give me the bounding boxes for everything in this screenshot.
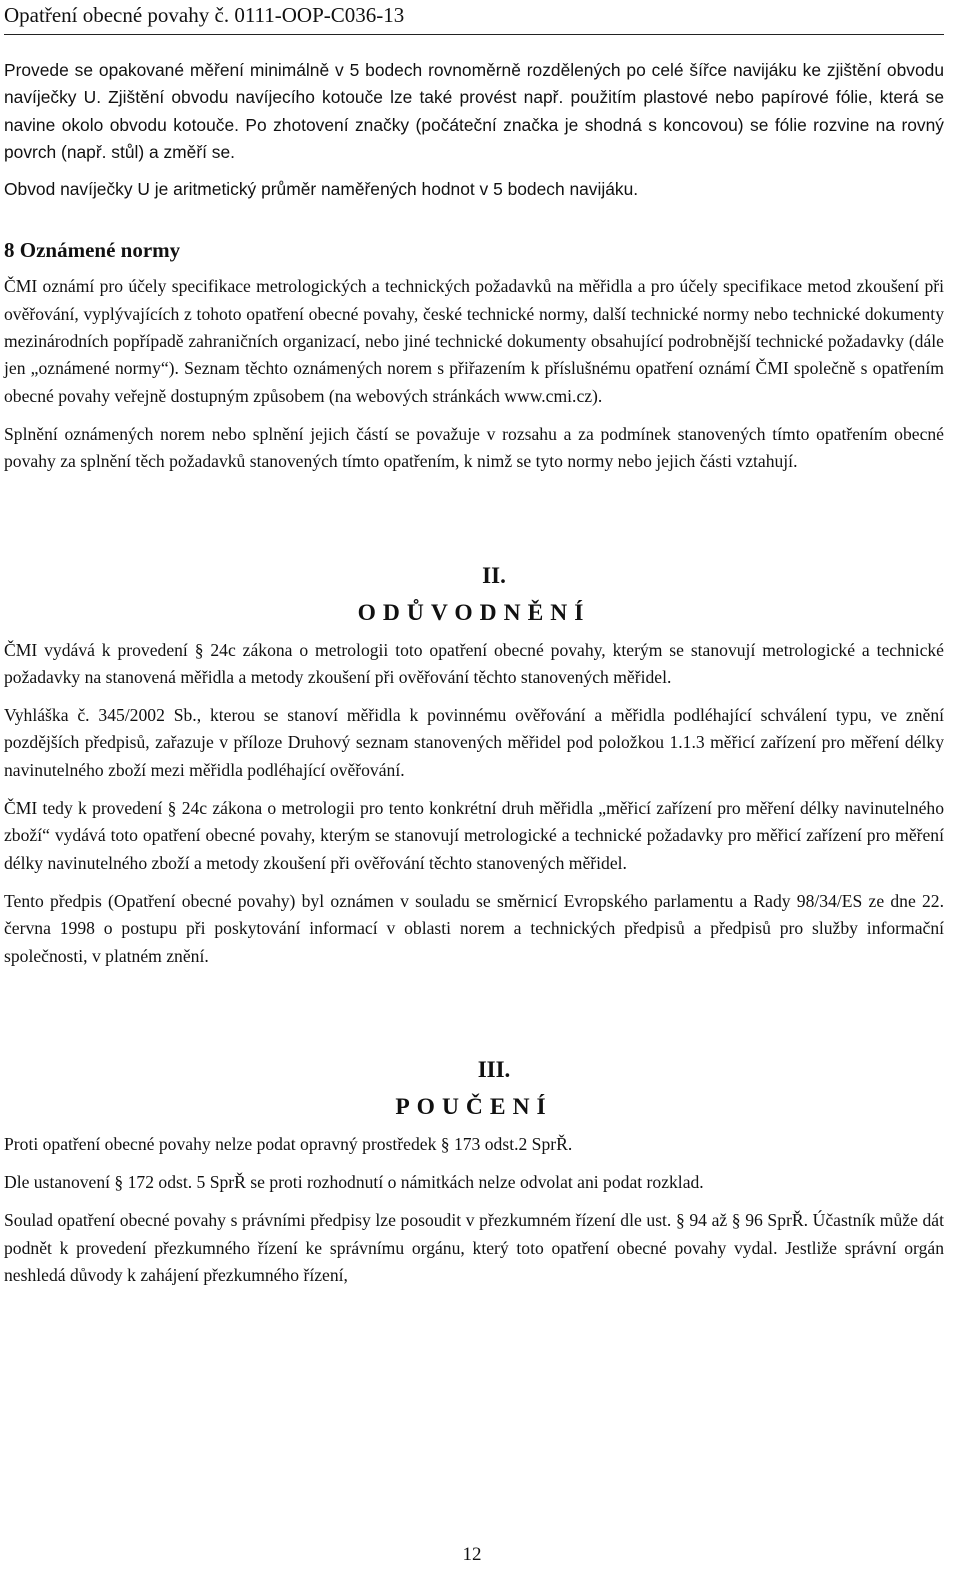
circumference-paragraph: Obvod navíječky U je aritmetický průměr naměřených hodnot v 5 bodech navijáku. [4, 179, 639, 200]
section-3-paragraph-3: Soulad opatření obecné povahy s právními předpisy lze posoudit v přezkumném řízení dle ust. § 94 až § 96 SprŘ. Účastník může dát podnět k provedení přezkumného řízení ke správnímu orgánu, který toto opatření obecné povahy vydal. Jestliže správní orgán neshledá důvody k zahájení přezkumného řízení, [4, 1210, 944, 1286]
section-3 [4, 1056, 944, 1289]
section-2-paragraph-1: ČMI vydává k provedení § 24c zákona o metrologii toto opatření obecné povahy, kterým se stanovují metrologické a technické požadavky na stanovená měřidla a metody zkoušení při ověřování těchto stanovených měřidel. [4, 639, 944, 687]
section-3-paragraph-2: Dle ustanovení § 172 odst. 5 SprŘ se proti rozhodnutí o námitkách nelze odvolat ani podat rozklad. [4, 1172, 704, 1193]
section-2-paragraph-2: Vyhláška č. 345/2002 Sb., kterou se stanoví měřidla k povinnému ověřování a měřidla podléhající schválení typu, ve znění pozdějších předpisů, zařazuje v příloze Druhový seznam stanovených měřidel pod položkou 1.1.3 měřicí zařízení pro měření délky navinutelného zboží mezi měřidla podléhající ověřování. [4, 705, 944, 780]
section-3-number: III. [477, 1056, 511, 1082]
page-number [0, 1544, 948, 1566]
page-number-label: 12 [462, 1544, 482, 1565]
measurement-paragraph: Provede se opakované měření minimálně v 5 bodech rovnoměrně rozdělených po celé šířce navijáku ke zjištění obvodu navíječky U. Zjištění obvodu navíjecího kotouče lze také provést např. použitím plastové nebo papírové fólie, která se navine okolo obvodu kotouče. Po zhotovení značky (počáteční značka je shodná s koncovou) se fólie rozvine na rovný povrch (např. stůl) a změří se. [4, 60, 944, 162]
section-2-paragraph-4: Tento předpis (Opatření obecné povahy) byl oznámen v souladu se směrnicí Evropského parlamentu a Rady 98/34/ES ze dne 22. června 1998 o postupu při poskytování informací v oblasti norem a technických předpisů a předpisů pro služby informační společnosti, v platném znění. [4, 890, 944, 966]
section-3-paragraph-1: Proti opatření obecné povahy nelze podat opravný prostředek § 173 odst.2 SprŘ. [4, 1133, 573, 1154]
section-8-heading: 8 Oznámené normy [4, 238, 181, 263]
section-8-paragraph-1: ČMI oznámí pro účely specifikace metrologických a technických požadavků na měřidla a pro účely specifikace metod zkoušení při ověřování, vyplývajících z tohoto opatření obecné povahy, české technické normy, další technické normy nebo technické dokumenty mezinárodních popřípadě zahraničních organizací, nebo jiné technické dokumenty obsahující podrobnější technické požadavky (dále jen „oznámené normy“). Seznam těchto oznámených norem s přiřazením k příslušnému opatření oznámí ČMI společně s opatřením obecné povahy veřejně dostupným způsobem (na webových stránkách www.cmi.cz). [4, 276, 944, 406]
section-2 [4, 562, 944, 970]
document-header [4, 0, 944, 28]
section-2-title: ODŮVODNĚNÍ [357, 599, 591, 626]
section-3-title: POUČENÍ [395, 1093, 553, 1120]
section-2-paragraph-3: ČMI tedy k provedení § 24c zákona o metrologii pro tento konkrétní druh měřidla „měřicí zařízení pro měření délky navinutelného zboží“ vydává toto opatření obecné povahy, kterým se stanovují metrologické a technické požadavky pro měřicí zařízení pro měření délky navinutelného zboží a metody zkoušení při ověřování těchto stanovených měřidel. [4, 798, 944, 873]
header-divider [4, 34, 944, 35]
document-body [4, 57, 944, 1289]
section-8-paragraph-2: Splnění oznámených norem nebo splnění jejich částí se považuje v rozsahu a za podmínek stanovených tímto opatřením obecné povahy za splnění těch požadavků stanovených tímto opatřením, k nimž se tyto normy nebo jejich části vztahují. [4, 423, 944, 472]
document-header-title: Opatření obecné povahy č. 0111-OOP-C036-13 [4, 3, 405, 27]
section-2-number: II. [482, 562, 506, 588]
